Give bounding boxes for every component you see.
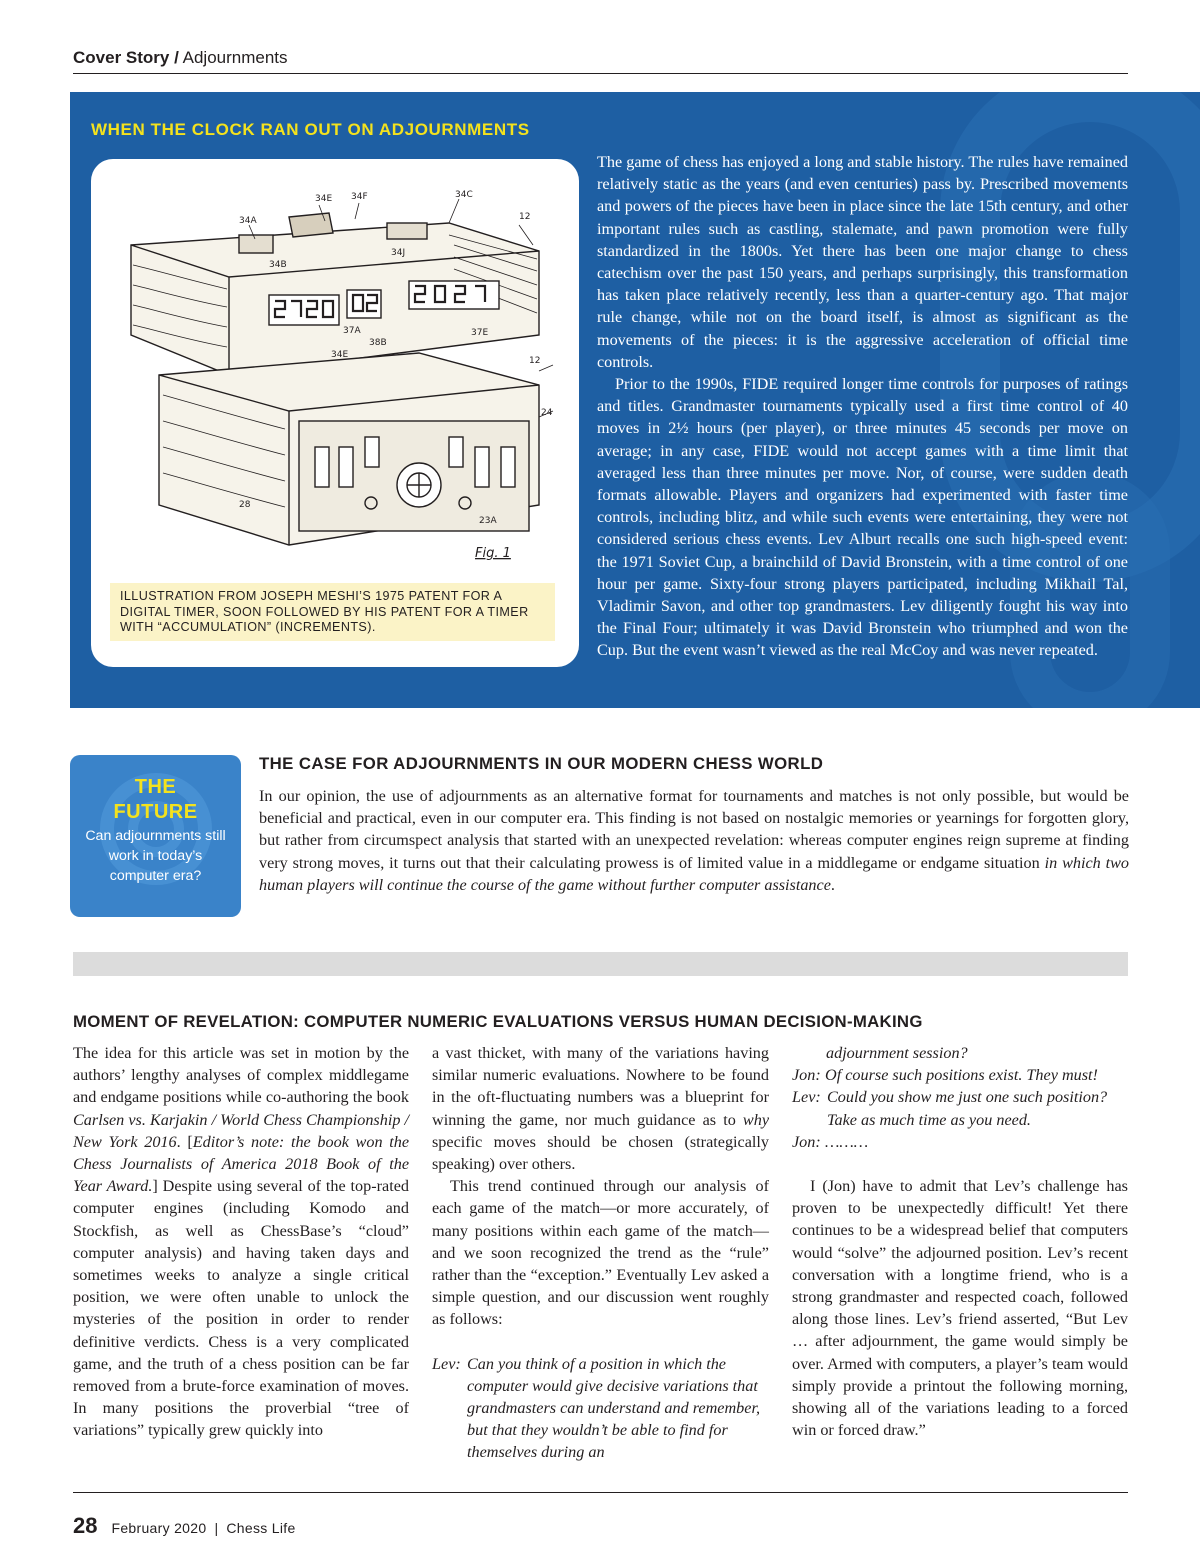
header-rule [73,73,1128,74]
topic-label: Adjournments [182,48,288,67]
future-callout [70,755,241,917]
page-footer [73,1513,296,1539]
case-text-italic: in which two human players will continue the course of the game without further computer assistance [259,853,1129,894]
svg-text:37A: 37A [343,326,361,336]
section-label: Cover Story [73,48,170,67]
editor-note: Editor’s note: the book won the Chess Journalists of America 2018 Book of the Year Award. [73,1132,410,1196]
future-title-line: FUTURE [113,801,198,823]
svg-text:28: 28 [239,500,251,510]
dialog-continuation: adjournment session? [826,1044,968,1062]
svg-text:38B: 38B [369,338,387,348]
dialog-text: Can you think of a position in which the computer would give decisive variations that grandmasters can understand and remember, but that they wouldn’t be able to find for themselves during an [467,1354,761,1462]
dialog-text: ……… [825,1132,869,1151]
moment-heading: MOMENT OF REVELATION: COMPUTER NUMERIC EVALUATIONS VERSUS HUMAN DECISION-MAKING [73,1012,923,1031]
svg-text:12: 12 [529,356,541,366]
case-text: In our opinion, the use of adjournments as an alternative format for tournaments and matches is not only possible, but would be beneficial and practical, even in our computer era. This finding is not based on nostalgic memories or yearnings for forgotten glory, but rather from circumspect analysis that started with an unexpected revelation: whereas computer engines reign supreme at finding very strong moves, it turns out that their calculating prowess is of limited value in a middlegame or endgame situation [259,787,1129,872]
svg-text:37E: 37E [471,328,489,338]
case-heading: THE CASE FOR ADJOURNMENTS IN OUR MODERN CHESS WORLD [259,754,824,773]
issue-date: February 2020 [111,1520,207,1536]
article-column-2 [432,1042,769,1464]
footer-rule [73,1492,1128,1493]
dialog-line [432,1353,769,1464]
article-column-1 [73,1042,409,1442]
speaker-label: Jon: [792,1066,821,1085]
sidebar-box [70,92,1200,708]
article-column-3 [792,1042,1128,1441]
sidebar-body [597,151,1128,662]
figure-caption: ILLUSTRATION FROM JOSEPH MESHI’S 1975 PATENT FOR A DIGITAL TIMER, SOON FOLLOWED BY HIS PATENT FOR A TIMER WITH “ACCUMULATION” (INCREMENTS). [110,583,555,641]
speaker-label: Lev: [792,1088,821,1107]
figure-card [91,159,579,667]
svg-text:34A: 34A [239,216,257,226]
dialog-line [792,1131,1128,1153]
text-run: ] Despite using several of the top-rated computer engines (including Komodo and Stockfish, as well as ChessBase’s “cloud” computer analysis) and having taken days and sometimes weeks to analyze a single critical position, we were often unable to unlock the mysteries of the position in order to render definitive verdicts. Chess is a very complicated game, and the truth of a chess position can be far removed from a brute-force examination of moves. In many positions the proverbial “tree of variations” typically grew quickly into [73,1177,409,1440]
text-run: . [ [176,1132,193,1151]
speaker-label: Lev: [432,1354,461,1373]
section-divider-band [73,952,1128,976]
article-paragraph [432,1042,769,1175]
svg-text:34C: 34C [455,190,473,200]
case-paragraph [259,785,1129,896]
future-subtitle: Can adjournments still work in today’s computer era? [85,828,226,884]
svg-text:34J: 34J [391,248,406,258]
article-paragraph: This trend continued through our analysis of each game of the match—or more accurately, of many positions within each game of the match—and we soon recognized the trend as the “rule” rather than the “exception.” Eventually Lev asked a simple question, and our discussion went roughly as follows: [432,1177,769,1329]
svg-text:34B: 34B [269,260,287,270]
future-title [70,775,241,825]
sidebar-title: WHEN THE CLOCK RAN OUT ON ADJOURNMENTS [91,120,530,139]
figure-label: Fig. 1 [475,546,511,561]
sidebar-paragraph: The game of chess has enjoyed a long and stable history. The rules have remained relatively static as the years (and even centuries) pass by. Prescribed movements and powers of the pieces have been in place since the late 15th century, and other important rules such as castling, stalemate, and pawn promotion were fully standardized in the 1800s. Yet there has been one major change to chess catechism over the past 150 years, and perhaps surprisingly, this transformation has taken place relatively recently, less than a quarter-century ago. That major rule change, while not on the board itself, is almost as significant as the movements of the pieces: it is the aggressive acceleration of official time controls. [597,153,1128,371]
svg-text:24: 24 [541,408,553,418]
svg-text:12: 12 [519,212,531,222]
emphasis: why [742,1110,769,1129]
patent-illustration [119,185,554,575]
text-run: specific moves should be chosen (strategically speaking) over others. [432,1132,769,1174]
text-run: The idea for this article was set in motion by the authors’ lengthy analyses of complex middlegame and endgame positions while co-authoring the book [73,1044,409,1107]
svg-text:34E: 34E [315,194,333,204]
speaker-label: Jon: [792,1132,821,1151]
sidebar-paragraph: Prior to the 1990s, FIDE required longer time controls for purposes of ratings and titles. Grandmaster tournaments typically used a first time control of 40 moves in 2½ hours (per player), or three minutes 45 seconds per move on average; in any case, FIDE would not accept games with a time limit that averaged less than three minutes per move. Nor, of course, were sudden death formats allowable. Players and organizers had experimented with faster time controls, including blitz, and while such events were entertaining, they were not considered serious chess events. Lev Alburt recalls one such high-speed event: the 1971 Soviet Cup, a brainchild of David Bronstein, with a time control of one hour per game. Sixty-four strong players participated, including Mikhail Tal, Vladimir Savon, and other top grandmasters. Lev diligently fought his way into the Final Four; ultimately it was David Bronstein who triumphed and won the Cup. But the event wasn’t viewed as the real McCoy and was never repeated. [597,375,1128,660]
magazine-name: Chess Life [226,1520,296,1536]
future-title-line: THE [134,776,177,798]
dialog-line [792,1086,1128,1130]
text-run: a vast thicket, with many of the variations having similar numeric evaluations. Nowhere to be found in the oft-fluctuating numbers was a blueprint for winning the game, nor much guidance as to [432,1044,769,1129]
svg-text:34F: 34F [351,192,368,202]
dialog-text: Of course such positions exist. They must! [825,1066,1098,1085]
dialog-text: Could you show me just one such position? Take as much time as you need. [827,1088,1108,1129]
header-separator: / [174,48,179,67]
page-number: 28 [73,1513,98,1538]
running-header [73,48,1128,76]
svg-text:34E: 34E [331,350,349,360]
article-paragraph: I (Jon) have to admit that Lev’s challenge has proven to be unexpectedly difficult! Yet there continues to be a widespread belief that computers would “solve” the adjourned position. Lev’s recent conversation with a longtime friend, who is a strong grandmaster and respected coach, followed along those lines. Lev’s friend asserted, “But Lev … after adjournment, the game would simply be over. Armed with computers, a player’s team would simply provide a printout the following morning, showing all of the variations leading to a forced win or forced draw.” [792,1177,1128,1440]
dialog-line [792,1064,1128,1086]
article-paragraph [73,1042,409,1442]
book-title: Carlsen vs. Karjakin / World Chess Championship / New York 2016 [73,1110,409,1151]
footer-separator: | [214,1520,219,1536]
case-text-end: . [830,875,835,894]
svg-text:23A: 23A [479,516,497,526]
